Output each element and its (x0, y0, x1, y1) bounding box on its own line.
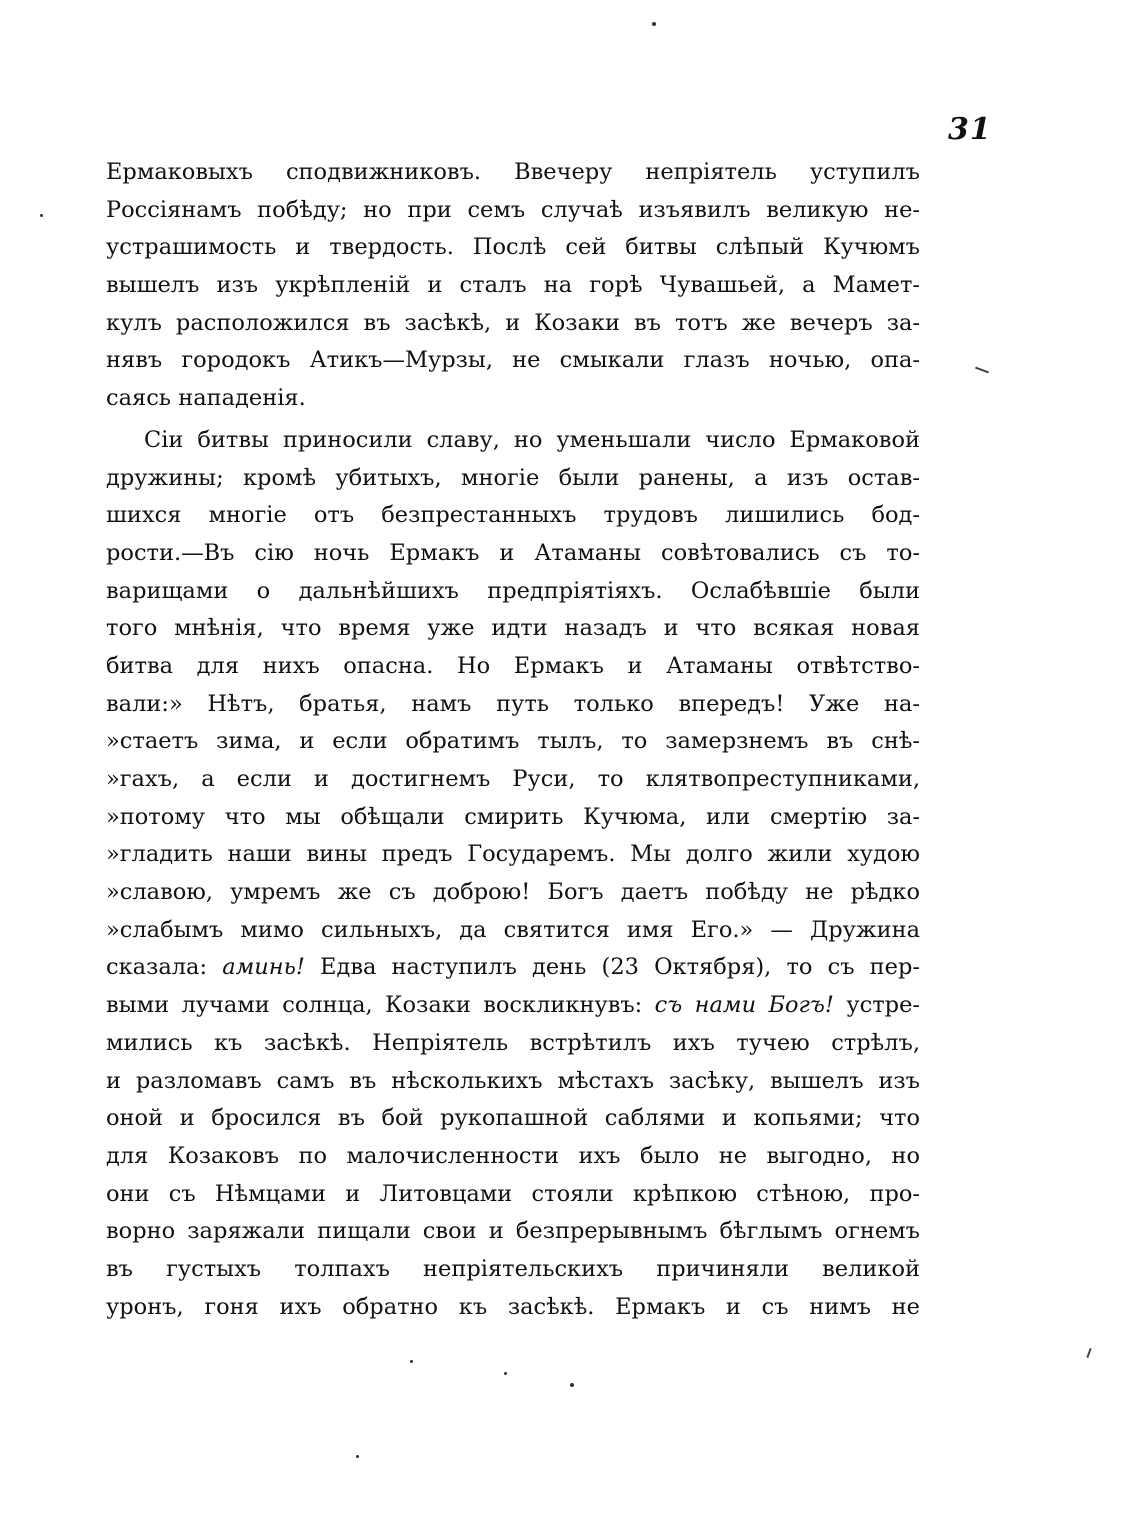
scan-mark (1086, 1348, 1091, 1358)
text-line: для Козаковъ по малочисленности ихъ было не выгодно, но (106, 1142, 920, 1169)
text-line-italic: выми лучами солнца, Козаки воскликнувъ: съ нами Богъ! устре- (106, 992, 920, 1019)
text-line-italic: сказала: аминь! Едва наступилъ день (23 Октября), то съ пер- (106, 954, 920, 981)
text-line: кулъ расположился въ засѣкѣ, и Козаки въ тотъ же вечеръ за- (106, 309, 920, 336)
text-line: устрашимость и твердость. Послѣ сей битвы слѣпый Кучюмъ (106, 234, 920, 261)
text-line: »потому что мы обѣщали смирить Кучюма, или смертію за- (106, 803, 920, 830)
text-line: нявъ городокъ Атикъ—Мурзы, не смыкали глазъ ночью, опа- (106, 347, 920, 374)
scan-speck (356, 1455, 359, 1458)
text-line: Россіянамъ побѣду; но при семъ случаѣ изъявилъ великую не- (106, 196, 920, 223)
scan-speck (652, 22, 656, 26)
text-line: »стаетъ зима, и если обратимъ тылъ, то замерзнемъ въ снѣ- (106, 728, 920, 755)
text-line: дружины; кромѣ убитыхъ, многіе были ранены, а изъ остав- (106, 464, 920, 491)
text-line: и разломавъ самъ въ нѣсколькихъ мѣстахъ засѣку, вышелъ изъ (106, 1067, 920, 1094)
text-line: »слабымъ мимо сильныхъ, да святится имя Его.» — Дружина (106, 916, 920, 943)
text-line: въ густыхъ толпахъ непріятельскихъ причиняли великой (106, 1255, 920, 1282)
text-line: мились къ засѣкѣ. Непріятель встрѣтилъ ихъ тучею стрѣлъ, (106, 1029, 920, 1056)
text-line: оной и бросился въ бой рукопашной саблями и копьями; что (106, 1105, 920, 1132)
page-body (106, 154, 920, 1326)
text-line: рости.—Въ сію ночь Ермакъ и Атаманы совѣтовались съ то- (106, 539, 920, 566)
text-line: шихся многіе отъ безпрестанныхъ трудовъ лишились бод- (106, 502, 920, 529)
paragraph-2 (106, 422, 920, 1327)
scan-speck (504, 1372, 507, 1375)
paragraph-1 (106, 154, 920, 418)
text-line: того мнѣнія, что время уже идти назадъ и что всякая новая (106, 615, 920, 642)
text-line: вышелъ изъ укрѣпленій и сталъ на горѣ Чувашьей, а Мамет- (106, 272, 920, 299)
text-line: уронъ, гоня ихъ обратно къ засѣкѣ. Ермакъ и съ нимъ не (106, 1293, 920, 1320)
text-line: вали:» Нѣтъ, братья, намъ путь только впередъ! Уже на- (106, 690, 920, 717)
text-line: варищами о дальнѣйшихъ предпріятіяхъ. Ослабѣвшіе были (106, 577, 920, 604)
text-line: Ермаковыхъ сподвижниковъ. Ввечеру непріятель уступилъ (106, 159, 920, 185)
scan-speck (40, 214, 43, 217)
text-line: Сіи битвы приносили славу, но уменьшали число Ермаковой (144, 426, 920, 453)
scan-speck (570, 1383, 574, 1387)
text-line: саясь нападенія. (106, 385, 306, 412)
text-line: битва для нихъ опасна. Но Ермакъ и Атаманы отвѣтство- (106, 652, 920, 679)
text-line: они съ Нѣмцами и Литовцами стояли крѣпкою стѣною, про- (106, 1180, 920, 1207)
scan-mark (975, 367, 989, 374)
text-line: ворно заряжали пищали свои и безпрерывнымъ бѣглымъ огнемъ (106, 1218, 920, 1245)
scan-speck (410, 1360, 413, 1363)
text-line: »гладить наши вины предъ Государемъ. Мы долго жили худою (106, 841, 920, 868)
text-line: »гахъ, а если и достигнемъ Руси, то клятвопреступниками, (106, 766, 920, 792)
text-line: »славою, умремъ же съ доброю! Богъ даетъ побѣду не рѣдко (106, 879, 920, 906)
page-number: 31 (948, 112, 992, 147)
